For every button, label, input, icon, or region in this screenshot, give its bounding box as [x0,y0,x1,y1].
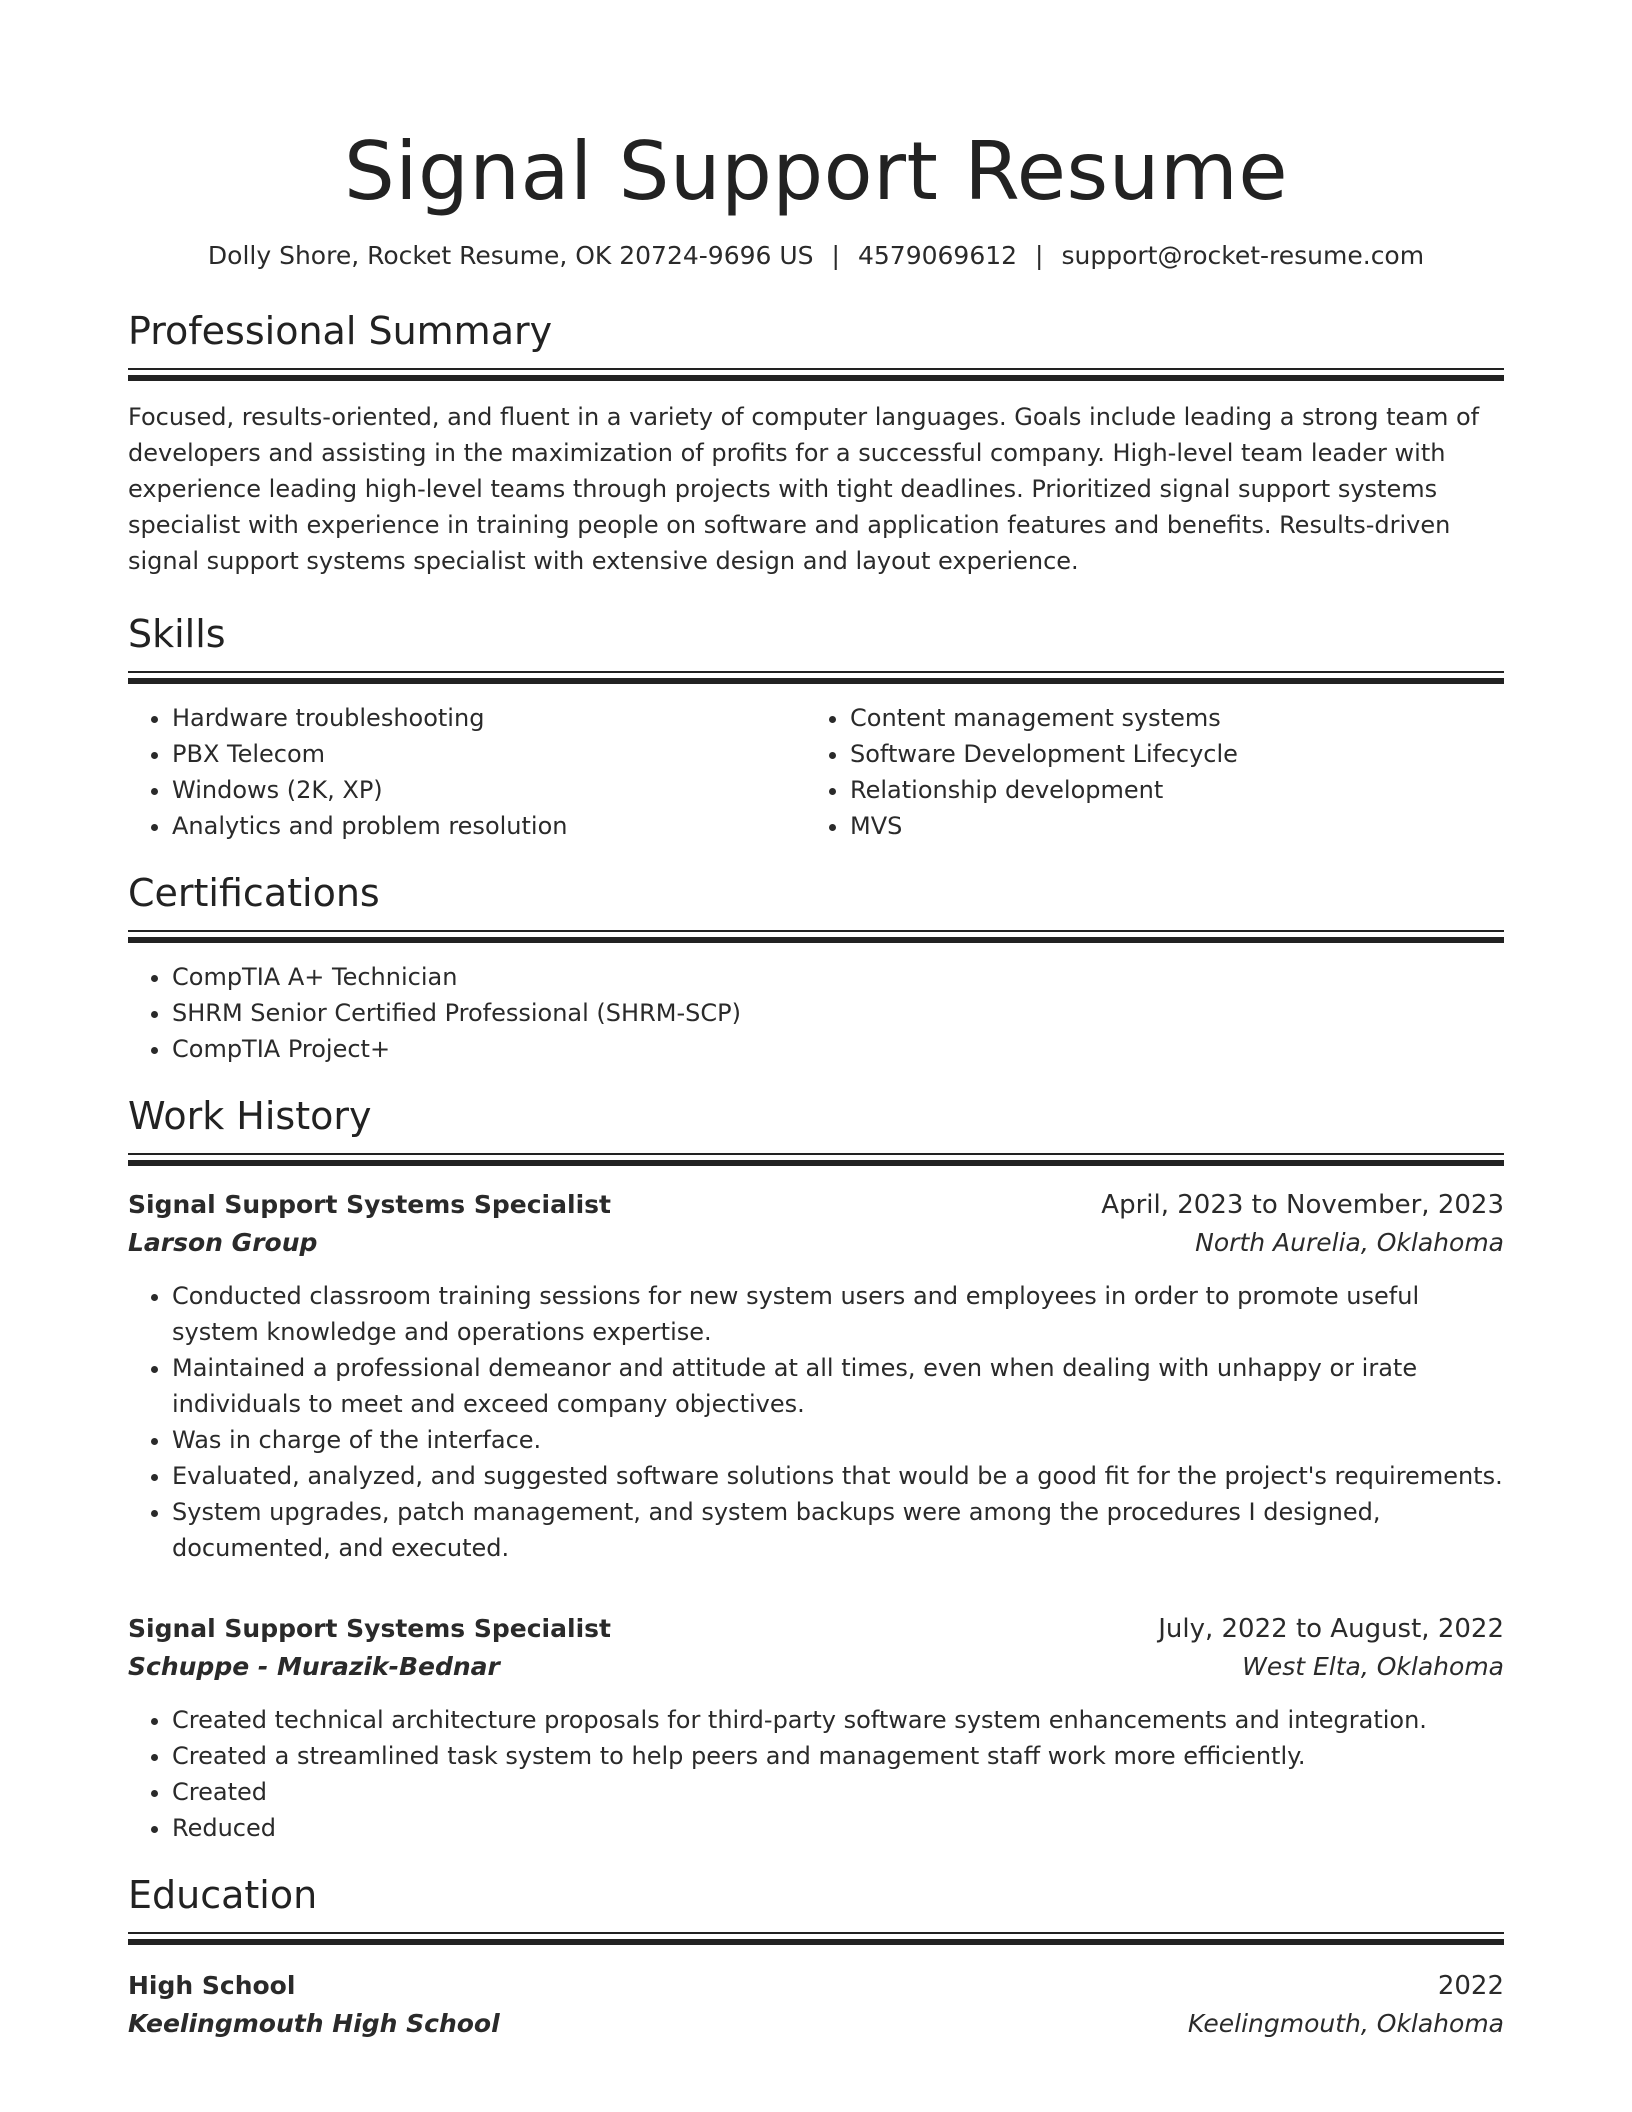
job-subheader [128,1224,1504,1262]
education-header [128,1967,1504,2005]
job-duty: • Created technical architecture proposals for third-party software system enhancements and integration. [172,1702,1504,1738]
job-duty: • Maintained a professional demeanor and attitude at all times, even when dealing with unhappy or irate individuals to meet and exceed company objectives. [172,1350,1504,1422]
education-subheader [128,2005,1504,2043]
education-school: Keelingmouth High School [128,2009,500,2038]
job-entry [128,1610,1504,1846]
job-company: Larson Group [128,1228,318,1257]
education-year: 2022 [1437,1971,1504,2001]
education-entry [128,1967,1504,2043]
skill-item: • Relationship development [850,772,1504,808]
skill-item: • Hardware troubleshooting [172,700,806,736]
job-location: West Elta, Oklahoma [1242,1652,1504,1681]
resume-page [128,0,1504,2043]
contact-separator: | [1035,241,1044,270]
section-divider [128,368,1504,381]
job-duty: • Reduced [172,1810,1504,1846]
skill-item: • Software Development Lifecycle [850,736,1504,772]
contact-email: support@rocket-resume.com [1061,241,1425,270]
section-title-education: Education [128,1873,318,1917]
job-header [128,1610,1504,1648]
contact-phone: 4579069612 [857,241,1018,270]
skill-item: • Analytics and problem resolution [172,808,806,844]
job-duties [128,1702,1504,1846]
job-duty: • Created a streamlined task system to help peers and management staff work more efficiently. [172,1738,1504,1774]
job-duty: • Created [172,1774,1504,1810]
certification-item: • SHRM Senior Certified Professional (SHRM-SCP) [172,995,1504,1031]
skills-column-left [128,700,806,844]
job-dates: April, 2023 to November, 2023 [1101,1190,1504,1220]
job-subheader [128,1648,1504,1686]
skill-item: • Windows (2K, XP) [172,772,806,808]
skills-list [128,684,1504,844]
education-location: Keelingmouth, Oklahoma [1187,2009,1504,2038]
job-duty: • Was in charge of the interface. [172,1422,1504,1458]
section-title-summary: Professional Summary [128,309,553,353]
summary-text: Focused, results-oriented, and fluent in a variety of computer languages. Goals include leading a strong team of developers and assisting in the maximization of profits for a successful company. High-level team leader with experience leading high-level teams through projects with tight deadlines. Prioritized signal support systems specialist with experience in training people on software and application features and benefits. Results-driven signal support systems specialist with extensive design and layout experience. [128,403,1480,575]
section-title-certifications: Certifications [128,871,380,915]
job-duty: • Conducted classroom training sessions for new system users and employees in order to promote useful system knowledge and operations expertise. [172,1278,1504,1350]
section-divider [128,930,1504,943]
job-duties [128,1278,1504,1566]
certification-item: • CompTIA A+ Technician [172,959,1504,995]
education-degree: High School [128,1971,296,2000]
contact-separator: | [831,241,840,270]
section-divider [128,1153,1504,1166]
certification-item: • CompTIA Project+ [172,1031,1504,1067]
job-duty: • System upgrades, patch management, and system backups were among the procedures I designed, documented, and executed. [172,1494,1504,1566]
job-duty: • Evaluated, analyzed, and suggested software solutions that would be a good fit for the project's requirements. [172,1458,1504,1494]
contact-address: Dolly Shore, Rocket Resume, OK 20724-9696 US [207,241,814,270]
skill-item: • MVS [850,808,1504,844]
skill-item: • PBX Telecom [172,736,806,772]
job-header [128,1186,1504,1224]
resume-title: Signal Support Resume [343,125,1289,218]
job-company: Schuppe - Murazik-Bednar [128,1652,500,1681]
job-dates: July, 2022 to August, 2022 [1158,1614,1504,1644]
section-divider [128,671,1504,684]
skills-column-right [806,700,1504,844]
certifications-list [128,959,1504,1067]
skill-item: • Content management systems [850,700,1504,736]
section-divider [128,1932,1504,1945]
job-title: Signal Support Systems Specialist [128,1190,611,1219]
job-location: North Aurelia, Oklahoma [1195,1228,1504,1257]
section-title-skills: Skills [128,612,226,656]
job-title: Signal Support Systems Specialist [128,1614,611,1643]
section-title-work-history: Work History [128,1094,372,1138]
contact-line [128,240,1504,272]
job-entry [128,1186,1504,1566]
